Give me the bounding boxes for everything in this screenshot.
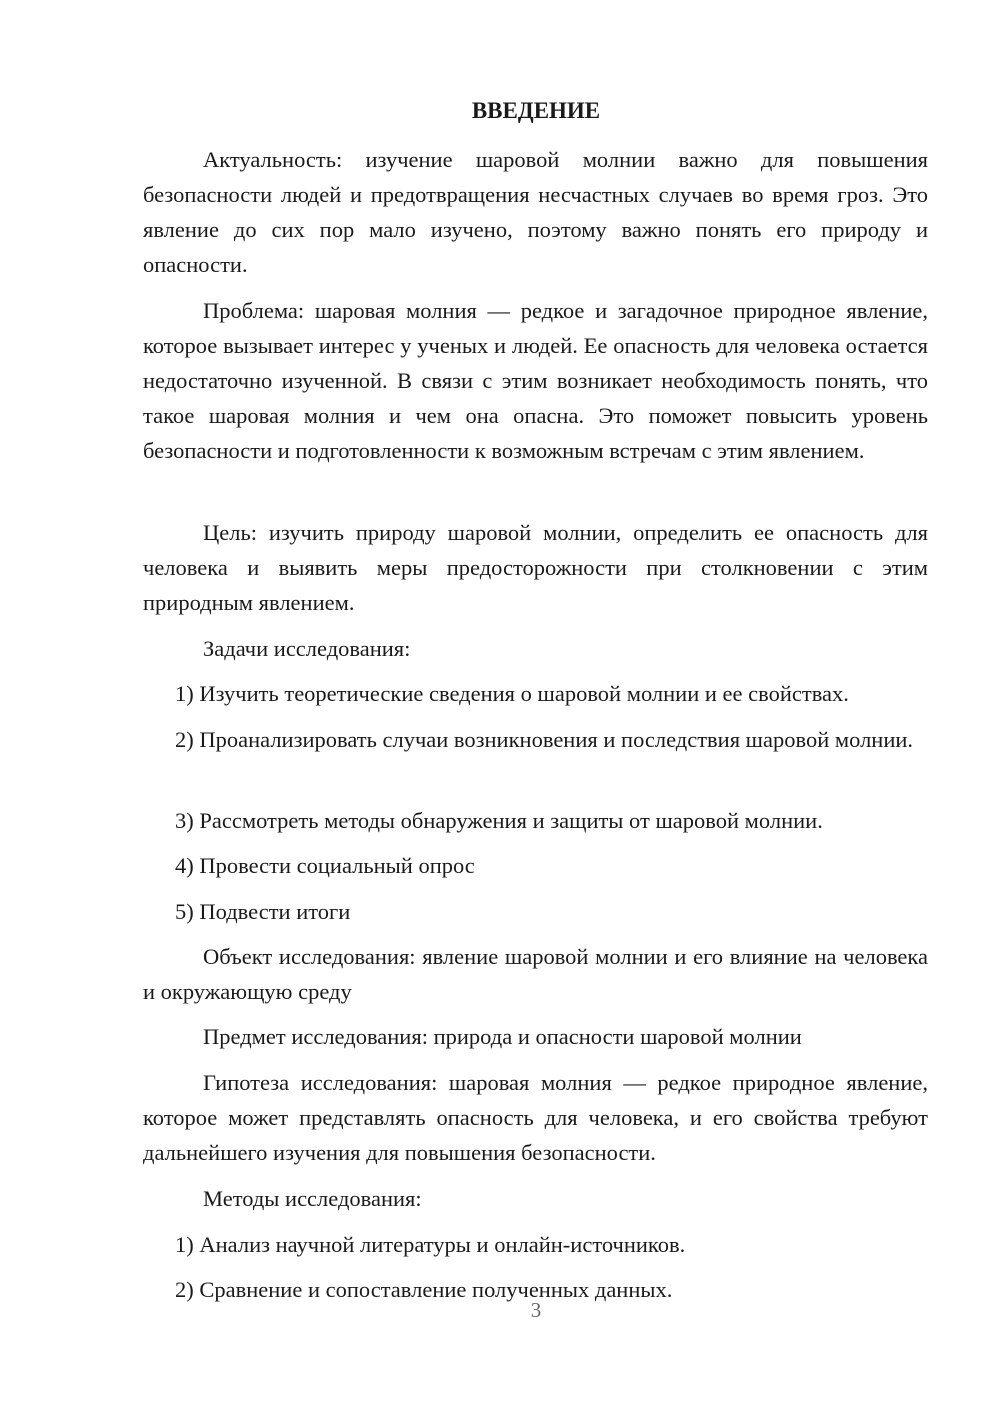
paragraph-goal: Цель: изучить природу шаровой молнии, определить ее опасность для человека и выявить меры предосторожности при столкновении с этим природным явлением. <box>143 520 928 615</box>
tasks-heading: Задачи исследования: <box>203 636 411 661</box>
task-item: 4) Провести социальный опрос <box>175 853 475 878</box>
paragraph-hypothesis: Гипотеза исследования: шаровая молния — редкое природное явление, которое может представлять опасность для человека, и его свойства требуют дальнейшего изучения для повышения безопасности. <box>143 1070 928 1165</box>
page-title: ВВЕДЕНИЕ <box>471 98 601 123</box>
task-item: 5) Подвести итоги <box>175 899 351 924</box>
paragraph-relevance: Актуальность: изучение шаровой молнии важно для повышения безопасности людей и предотвращения несчастных случаев во время гроз. Это явление до сих пор мало изучено, поэтому важно понять его природу и опасности. <box>143 147 928 277</box>
paragraph-subject: Предмет исследования: природа и опасности шаровой молнии <box>203 1024 802 1049</box>
methods-heading: Методы исследования: <box>203 1186 422 1211</box>
page-number: 3 <box>530 1298 542 1322</box>
paragraph-object: Объект исследования: явление шаровой молнии и его влияние на человека и окружающую среду <box>143 944 928 1004</box>
task-item: 3) Рассмотреть методы обнаружения и защиты от шаровой молнии. <box>175 808 823 833</box>
method-item: 2) Сравнение и сопоставление полученных данных. <box>175 1277 673 1302</box>
paragraph-problem: Проблема: шаровая молния — редкое и загадочное природное явление, которое вызывает интерес у ученых и людей. Ее опасность для человека остается недостаточно изученной. В связи с этим возникает необходимость понять, что такое шаровая молния и чем она опасна. Это поможет повысить уровень безопасности и подготовленности к возможным встречам с этим явлением. <box>143 298 928 463</box>
method-item: 1) Анализ научной литературы и онлайн-источников. <box>175 1232 686 1257</box>
task-item: 2) Проанализировать случаи возникновения и последствия шаровой молнии. <box>175 727 914 752</box>
task-item: 1) Изучить теоретические сведения о шаровой молнии и ее свойствах. <box>175 681 849 706</box>
